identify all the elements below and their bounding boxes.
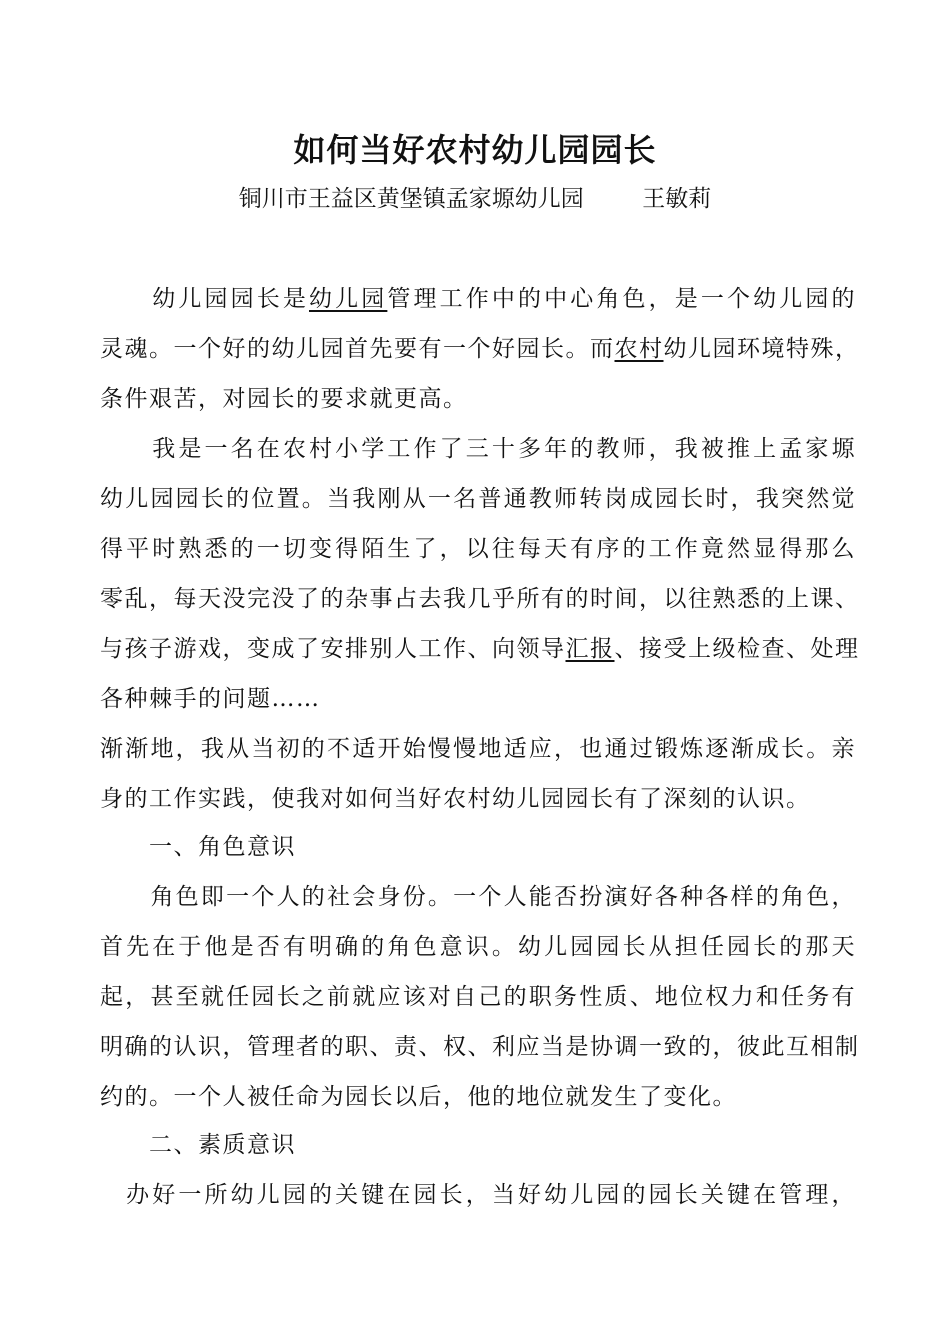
body-line: 零乱，每天没完没了的杂事占去我几乎所有的时间，以往熟悉的上课、 [100, 586, 860, 612]
body-line: 角色即一个人的社会身份。一个人能否扮演好各种各样的角色， [100, 884, 856, 910]
body-line: 身的工作实践，使我对如何当好农村幼儿园园长有了深刻的认识。 [100, 786, 811, 812]
body-line: 条件艰苦，对园长的要求就更高。 [100, 386, 468, 412]
body-line: 与孩子游戏，变成了安排别人工作、向领导汇报、接受上级检查、处理 [100, 636, 860, 662]
section-heading: 一、角色意识 [100, 834, 296, 860]
body-line: 幼儿园园长是幼儿园管理工作中的中心角色，是一个幼儿园的 [100, 286, 856, 312]
body-line: 我是一名在农村小学工作了三十多年的教师，我被推上孟家塬 [100, 436, 856, 462]
author-byline: 铜川市王益区黄堡镇孟家塬幼儿园 王敏莉 [238, 186, 712, 212]
section-heading: 二、素质意识 [100, 1132, 296, 1158]
body-line: 得平时熟悉的一切变得陌生了，以往每天有序的工作竟然显得那么 [100, 536, 856, 562]
body-line: 首先在于他是否有明确的角色意识。幼儿园园长从担任园长的那天 [100, 934, 856, 960]
document-title: 如何当好农村幼儿园园长 [293, 131, 657, 169]
body-line: 办好一所幼儿园的关键在园长，当好幼儿园的园长关键在管理， [100, 1182, 856, 1208]
body-line: 幼儿园园长的位置。当我刚从一名普通教师转岗成园长时，我突然觉 [100, 486, 856, 512]
underlined-term: 幼儿园 [309, 286, 388, 312]
underlined-term: 农村 [614, 336, 664, 362]
body-line: 起，甚至就任园长之前就应该对自己的职务性质、地位权力和任务有 [100, 984, 856, 1010]
underlined-term: 汇报 [565, 636, 615, 662]
body-line: 灵魂。一个好的幼儿园首先要有一个好园长。而农村幼儿园环境特殊， [100, 336, 860, 362]
body-line: 明确的认识，管理者的职、责、权、利应当是协调一致的，彼此互相制 [100, 1034, 860, 1060]
body-line: 各种棘手的问题…… [100, 686, 321, 712]
body-line: 渐渐地，我从当初的不适开始慢慢地适应，也通过锻炼逐渐成长。亲 [100, 736, 856, 762]
body-line: 约的。一个人被任命为园长以后，他的地位就发生了变化。 [100, 1084, 737, 1110]
